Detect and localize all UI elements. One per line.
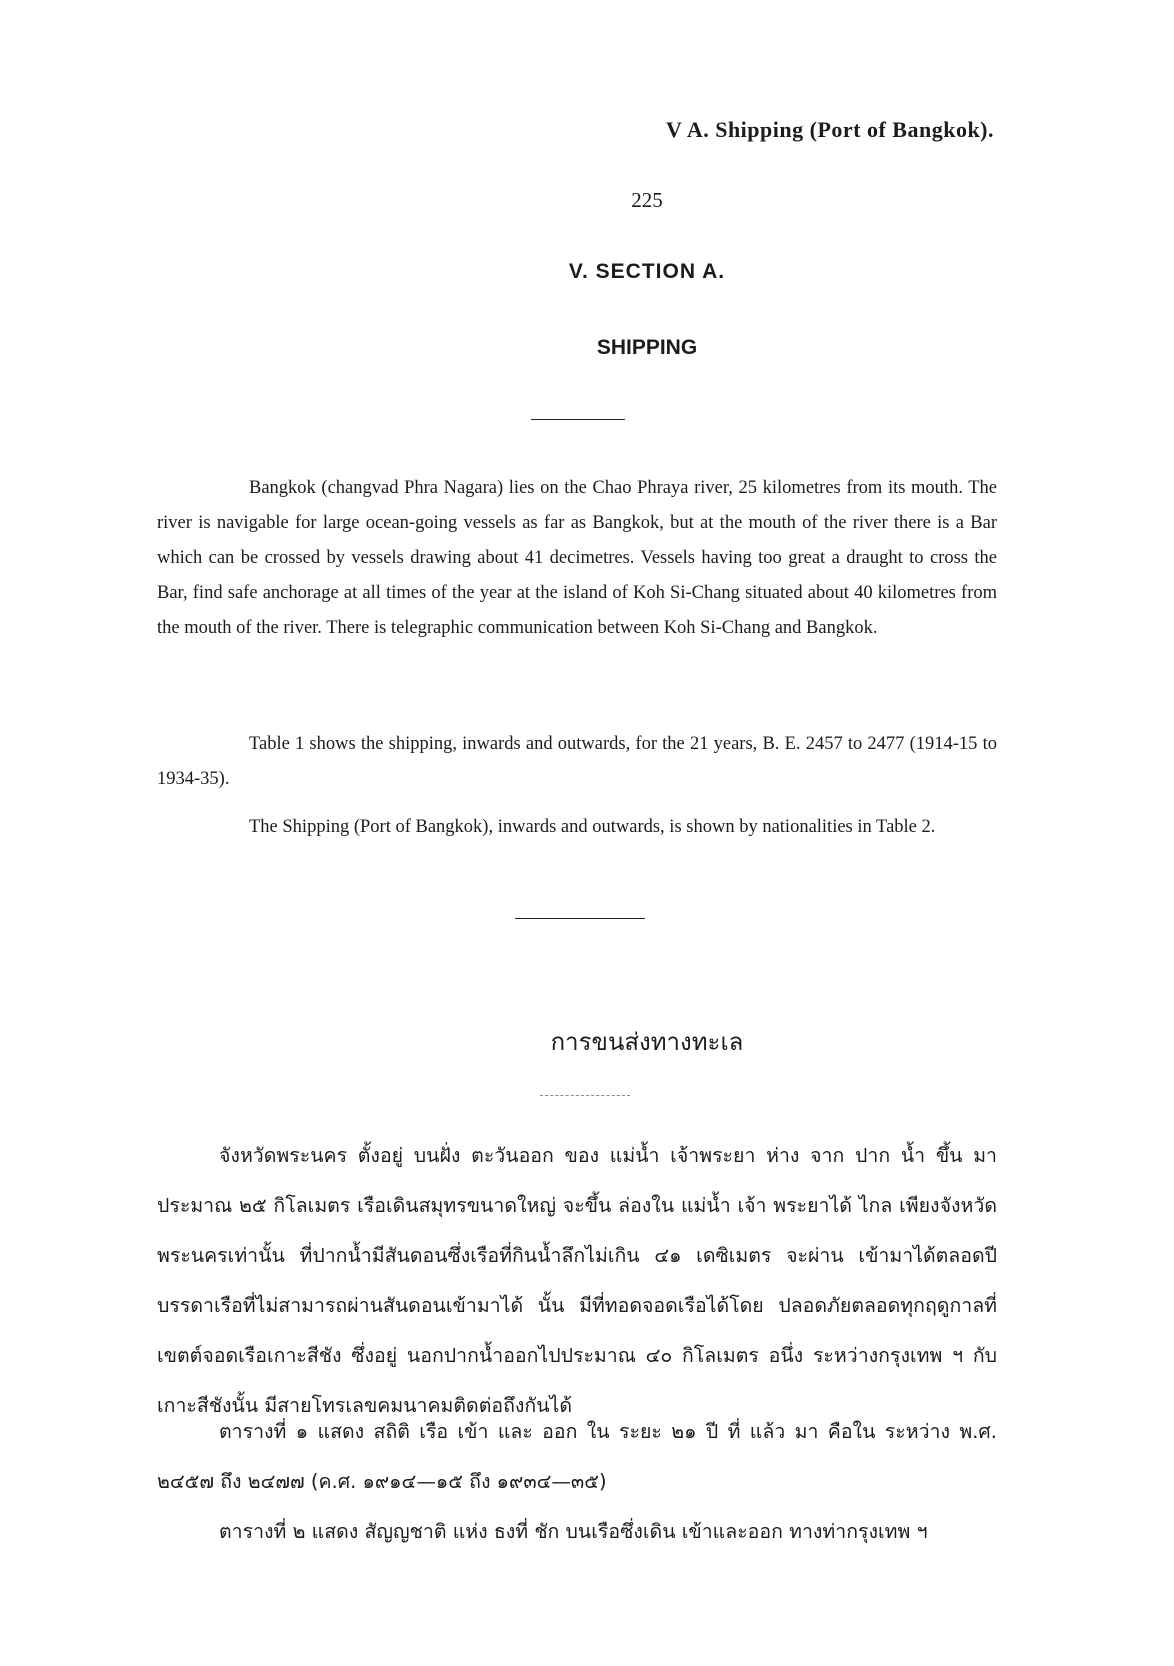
divider-rule bbox=[531, 419, 625, 420]
paragraph-text: Bangkok (changvad Phra Nagara) lies on the Chao Phraya river, 25 kilometres from its mouth. The river is navigable for large ocean-going vessels as far as Bangkok, but at the mouth of the river there is a Bar which can be crossed by vessels drawing about 41 decimetres. Vessels having too great a draught to cross the Bar, find safe anchorage at all times of the year at the island of Koh Si-Chang situated about 40 kilometres from the mouth of the river. There is telegraphic communication between Koh Si-Chang and Bangkok. bbox=[157, 478, 997, 638]
paragraph-text: ตารางที่ ๑ แสดง สถิติ เรือ เข้า และ ออก ใน ระยะ ๒๑ ปี ที่ แล้ว มา คือใน ระหว่าง พ.ศ. ๒๔๕๗ ถึง ๒๔๗๗ (ค.ศ. ๑๙๑๔—๑๕ ถึง ๑๙๓๔—๓๕) bbox=[157, 1420, 997, 1493]
running-head: V A. Shipping (Port of Bangkok). bbox=[666, 117, 994, 142]
thai-paragraph-1 bbox=[157, 1131, 997, 1431]
thai-paragraph-2 bbox=[157, 1407, 997, 1507]
thai-title: การขนส่งทางทะเล bbox=[550, 1028, 744, 1056]
paragraph-text: The Shipping (Port of Bangkok), inwards and outwards, is shown by nationalities in Table 2. bbox=[249, 817, 936, 837]
paragraph-text: Table 1 shows the shipping, inwards and outwards, for the 21 years, B. E. 2457 to 2477 (1914-15 to 1934-35). bbox=[157, 734, 997, 789]
page-number: 225 bbox=[631, 188, 663, 212]
english-paragraph-2 bbox=[157, 727, 997, 797]
divider-rule bbox=[515, 918, 645, 919]
divider-rule bbox=[540, 1095, 630, 1096]
paragraph-text: ตารางที่ ๒ แสดง สัญญชาติ แห่ง ธงที่ ชัก บนเรือซึ่งเดิน เข้าและออก ทางท่ากรุงเทพ ฯ bbox=[219, 1520, 928, 1543]
section-subtitle: SHIPPING bbox=[596, 336, 698, 359]
section-title: V. SECTION A. bbox=[568, 260, 726, 283]
paragraph-text: จังหวัดพระนคร ตั้งอยู่ บนฝั่ง ตะวันออก ของ แม่น้ำ เจ้าพระยา ห่าง จาก ปาก น้ำ ขึ้น มา ประมาณ ๒๕ กิโลเมตร เรือเดินสมุทรขนาดใหญ่ จะขึ้น ล่องใน แม่น้ำ เจ้า พระยาได้ ไกล เพียงจังหวัดพระนครเท่านั้น ที่ปากน้ำมีสันดอนซึ่งเรือที่กินน้ำลึกไม่เกิน ๔๑ เดซิเมตร จะผ่าน เข้ามาได้ตลอดปี บรรดาเรือที่ไม่สามารถผ่านสันดอนเข้ามาได้ นั้น มีที่ทอดจอดเรือได้โดย ปลอดภัยตลอดทุกฤดูกาลที่เขตต์จอดเรือเกาะสีชัง ซึ่งอยู่ นอกปากน้ำออกไปประมาณ ๔๐ กิโลเมตร อนึ่ง ระหว่างกรุงเทพ ฯ กับ เกาะสีชังนั้น มีสายโทรเลขคมนาคมติดต่อถึงกันได้ bbox=[157, 1144, 997, 1417]
english-paragraph-3 bbox=[157, 810, 997, 845]
english-paragraph-1 bbox=[157, 471, 997, 646]
thai-paragraph-3 bbox=[157, 1507, 997, 1557]
